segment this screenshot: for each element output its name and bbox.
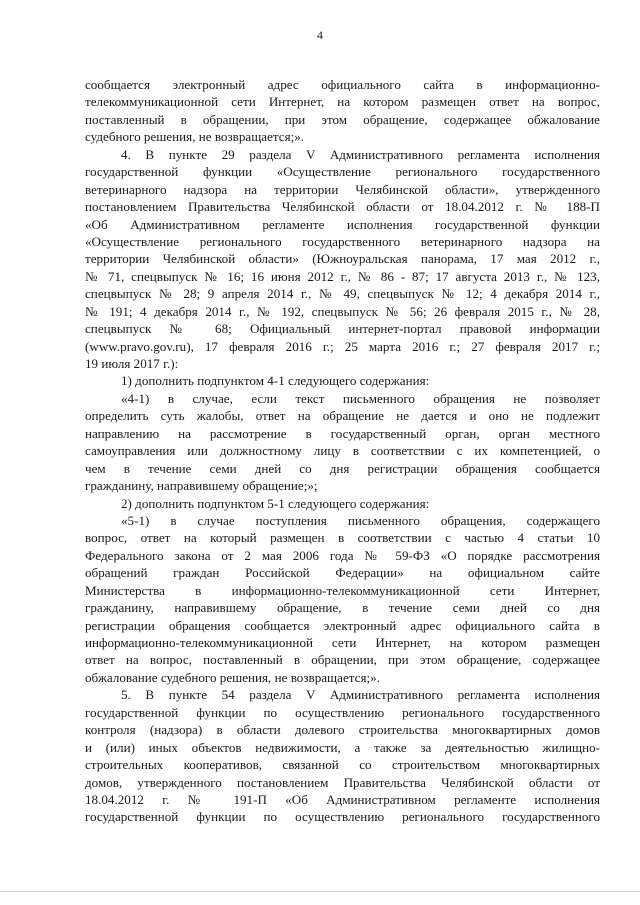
text-line: 18.04.2012 г. № 191-П «Об Административном регламенте исполнения <box>85 791 600 807</box>
text-line: «Осуществление регионального государственного ветеринарного надзора на <box>85 233 600 249</box>
text-line: государственной функции по осуществлению регионального государственного <box>85 809 600 825</box>
text-line: гражданину, направившему обращение;»; <box>85 478 318 494</box>
text-line: территории Челябинской области» (Южноуральская панорама, 17 мая 2012 г., <box>85 251 600 267</box>
text-line: строительных кооперативов, связанной со строительством многоквартирных <box>85 757 600 773</box>
text-line: Федерального закона от 2 мая 2006 года № 59-ФЗ «О порядке рассмотрения <box>85 547 600 563</box>
text-line: 2) дополнить подпунктом 5-1 следующего содержания: <box>121 495 430 511</box>
text-line: 1) дополнить подпунктом 4-1 следующего содержания: <box>121 373 430 389</box>
text-line: сообщается электронный адрес официального сайта в информационно- <box>85 77 600 92</box>
text-line: судебного решения, не возвращается;». <box>85 129 305 145</box>
text-line: определить суть жалобы, ответ на обращение не дается и оно не подлежит <box>85 408 600 424</box>
text-line: № 191; 4 декабря 2014 г., № 192, спецвыпуск № 56; 26 февраля 2015 г., № 28, <box>85 303 600 319</box>
text-line: спецвыпуск № 68; Официальный интернет-портал правовой информации <box>85 321 600 337</box>
text-line: и (или) иных объектов недвижимости, а также за деятельностью жилищно- <box>85 739 600 755</box>
text-line: вопрос, ответ на который размещен в соответствии с частью 4 статьи 10 <box>85 530 600 546</box>
text-line: 5. В пункте 54 раздела V Административного регламента исполнения <box>121 687 600 703</box>
text-line: направлению на рассмотрение в государственный орган, орган местного <box>85 425 600 441</box>
text-line: «5-1) в случае поступления письменного обращения, содержащего <box>121 512 600 528</box>
text-line: государственной функции «Осуществление регионального государственного <box>85 164 600 180</box>
text-line: ответ на вопрос, поставленный в обращении, при этом обращение, содержащее <box>85 652 600 668</box>
text-line: (www.pravo.gov.ru), 17 февраля 2016 г.; 25 марта 2016 г.; 27 февраля 2017 г.; <box>85 338 600 354</box>
text-line: постановлением Правительства Челябинской области от 18.04.2012 г. № 188-П <box>85 199 600 215</box>
text-line: ветеринарного надзора на территории Челябинской области», утвержденного <box>85 181 600 197</box>
text-line: государственной функции по осуществлению регионального государственного <box>85 704 600 720</box>
document-body <box>85 76 600 826</box>
text-line: самоуправления или должностному лицу в соответствии с их компетенцией, о <box>85 443 600 459</box>
text-line: регистрации обращения сообщается электронный адрес официального сайта в <box>85 617 600 633</box>
page-bottom-edge <box>0 891 640 892</box>
text-line: телекоммуникационной сети Интернет, на котором размещен ответ на вопрос, <box>85 94 600 110</box>
text-line: поставленный в обращении, при этом обращение, содержащее обжалование <box>85 111 600 127</box>
text-line: обжалование судебного решения, не возвращается;». <box>85 669 380 685</box>
text-line: Министерства в информационно-телекоммуникационной сети Интернет, <box>85 582 600 598</box>
text-line: № 71, спецвыпуск № 16; 16 июня 2012 г., № 86 - 87; 17 августа 2013 г., № 123, <box>85 268 600 284</box>
text-line: гражданину, направившему обращение, в течение семи дней со дня <box>85 600 600 616</box>
text-line: чем в течение семи дней со дня регистрации обращения сообщается <box>85 460 600 476</box>
text-line: спецвыпуск № 28; 9 апреля 2014 г., № 49, спецвыпуск № 12; 4 декабря 2014 г., <box>85 286 600 302</box>
text-line: информационно-телекоммуникационной сети Интернет, на котором размещен <box>85 635 600 650</box>
text-line: домов, утвержденного постановлением Правительства Челябинской области от <box>85 774 600 790</box>
text-line: «Об Административном регламенте исполнения государственной функции <box>85 216 600 232</box>
text-line: контроля (надзора) в области долевого строительства многоквартирных домов <box>85 722 600 738</box>
text-line: «4-1) в случае, если текст письменного обращения не позволяет <box>121 390 600 406</box>
text-line: 19 июля 2017 г.): <box>85 356 179 371</box>
text-line: обращений граждан Российской Федерации» на официальном сайте <box>85 565 600 581</box>
page-number: 4 <box>317 28 323 42</box>
text-line: 4. В пункте 29 раздела V Административного регламента исполнения <box>121 146 600 162</box>
